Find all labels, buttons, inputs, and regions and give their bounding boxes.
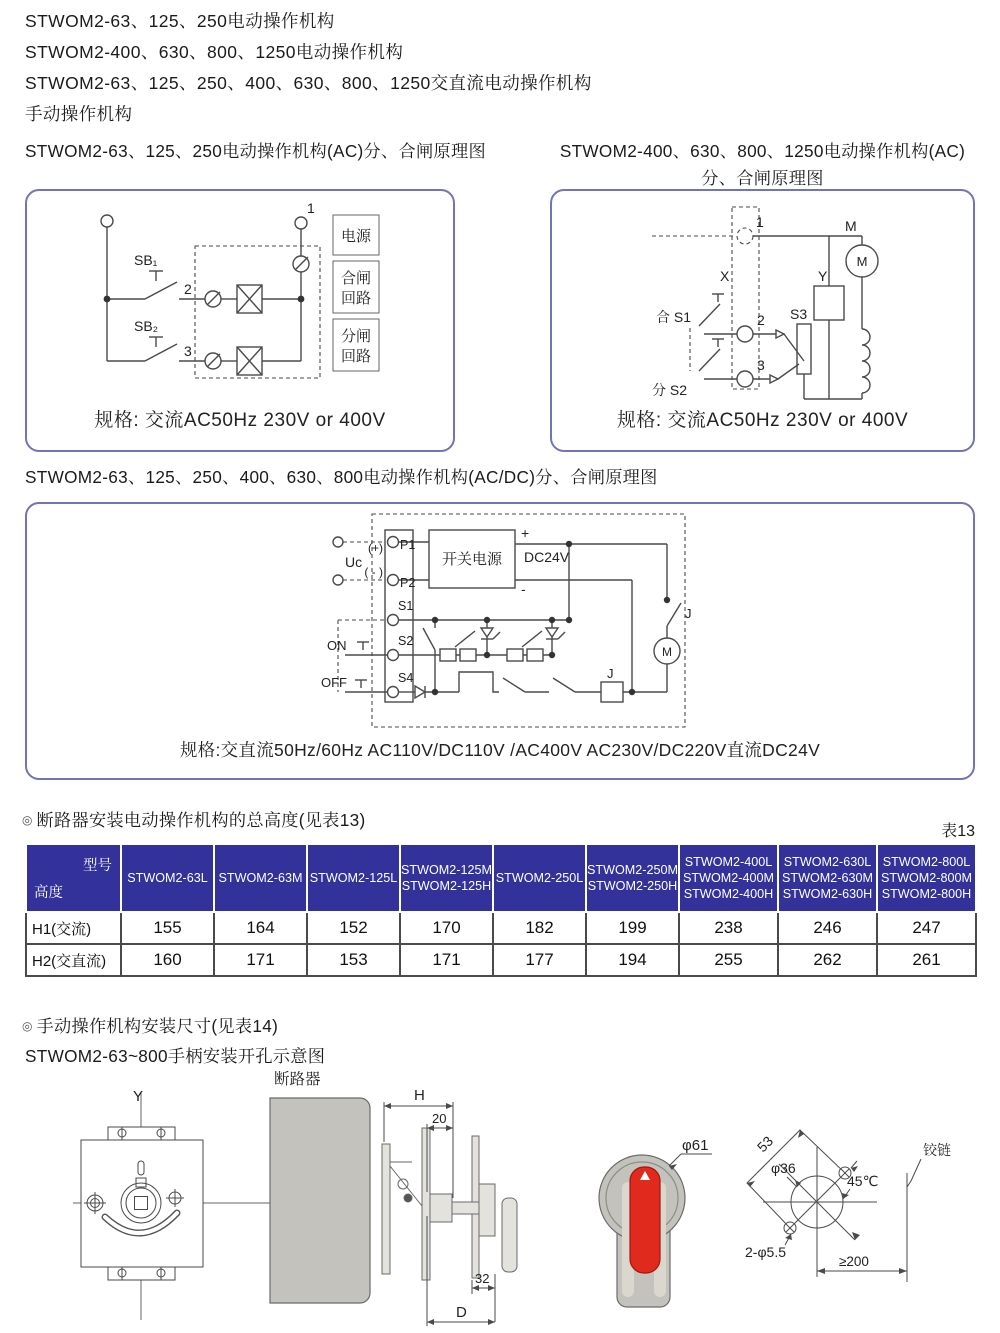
on-label: ON xyxy=(327,638,347,653)
diagram-ac-large-title xyxy=(545,137,980,189)
dim-holes-label: 2-φ5.5 xyxy=(745,1244,786,1260)
uc-label: Uc xyxy=(345,554,363,570)
column-header: STWOM2-630L STWOM2-630M STWOM2-630H xyxy=(778,844,877,912)
s2-label: S2 xyxy=(398,634,414,648)
corner-model-label: 型号 xyxy=(83,858,112,874)
p2-label: P2 xyxy=(400,576,416,590)
ac-large-wires xyxy=(699,236,878,399)
breaker-label: 断路器 xyxy=(274,1071,321,1088)
phi61-leader xyxy=(669,1154,712,1170)
dim-d-label: D xyxy=(456,1304,467,1321)
column-header: STWOM2-125L xyxy=(307,844,400,912)
thyristor-symbols xyxy=(481,628,565,639)
table-cell: 160 xyxy=(121,944,214,976)
table-13-tag: 表13 xyxy=(941,823,975,840)
table-cell: 155 xyxy=(121,912,214,944)
diagram-ac-small-box xyxy=(25,189,455,452)
motor-label: M xyxy=(662,645,672,659)
table-cell: 171 xyxy=(400,944,493,976)
dc-minus-label: - xyxy=(521,581,526,597)
s1-label: S1 xyxy=(398,599,414,613)
psu-label: 开关电源 xyxy=(441,551,503,568)
table-cell: 246 xyxy=(778,912,877,944)
bullet-icon: ◎ xyxy=(22,1019,33,1033)
j-contact-label: J xyxy=(685,606,692,621)
diagram-acdc-title: STWOM2-63、125、250、400、630、800电动操作机构(AC/DC)分、合闸原理图 xyxy=(25,467,658,487)
dim-phi36-label: φ36 xyxy=(771,1160,796,1176)
table-cell: 153 xyxy=(307,944,400,976)
terminal-1 xyxy=(737,228,753,244)
y-axis-label: Y xyxy=(133,1088,144,1105)
dc24v-label: DC24V xyxy=(524,549,570,565)
sb1-label: SB₁ xyxy=(134,252,158,268)
ac-large-circuit-diagram xyxy=(552,191,973,406)
table-cell: 164 xyxy=(214,912,307,944)
height-section-heading xyxy=(22,806,366,831)
handle-grip-red xyxy=(630,1167,660,1273)
dim-32-label: 32 xyxy=(475,1271,490,1286)
dim-53-label: 53 xyxy=(753,1132,777,1156)
ac-small-circuit-diagram xyxy=(27,191,453,406)
table-cell: 182 xyxy=(493,912,586,944)
junction-dot xyxy=(298,296,305,303)
s3-label: S3 xyxy=(790,306,808,322)
x-label: X xyxy=(720,268,730,284)
diagram-ac-large-title-line2: 分、合闸原理图 xyxy=(701,168,824,188)
m-top-label: M xyxy=(845,218,857,234)
column-header: STWOM2-63L xyxy=(121,844,214,912)
sb2-label: SB₂ xyxy=(134,318,159,334)
column-header: STWOM2-250M STWOM2-250H xyxy=(586,844,679,912)
drilling-template-drawing xyxy=(735,1085,997,1333)
intro-line: STWOM2-400、630、800、1250电动操作机构 xyxy=(25,42,404,62)
intro-line: STWOM2-63、125、250电动操作机构 xyxy=(25,11,335,31)
legend-close-2: 回路 xyxy=(340,290,372,307)
j-coil-label: J xyxy=(607,666,614,681)
table-cell: 247 xyxy=(877,912,976,944)
table-header-row xyxy=(26,844,976,912)
terminal-2-label: 2 xyxy=(757,312,765,328)
intro-block xyxy=(25,6,592,130)
handle-side-view-drawing xyxy=(262,1066,547,1333)
table-cell: 170 xyxy=(400,912,493,944)
dc-plus-label: + xyxy=(521,525,530,541)
diagram-acdc-box xyxy=(25,502,975,780)
dashed-strip xyxy=(732,207,759,389)
table-row-h1 xyxy=(26,912,976,944)
column-header: STWOM2-400L STWOM2-400M STWOM2-400H xyxy=(679,844,778,912)
diagram-ac-large-box xyxy=(550,189,975,452)
corner-height-label: 高度 xyxy=(34,885,63,901)
table-cell: 171 xyxy=(214,944,307,976)
legend-open-1: 分闸 xyxy=(340,328,372,345)
ac-small-wires xyxy=(101,215,309,375)
row-label: H2(交直流) xyxy=(26,944,121,976)
table-cell: 152 xyxy=(307,912,400,944)
dim-dist-label: ≥200 xyxy=(839,1254,869,1269)
s1-label: 合 S1 xyxy=(656,309,692,325)
plus-label: (+) xyxy=(368,541,383,555)
dim-phi61-label: φ61 xyxy=(682,1137,709,1154)
manual-subheading: STWOM2-63~800手柄安装开孔示意图 xyxy=(25,1046,326,1066)
s4-label: S4 xyxy=(398,671,414,685)
acdc-wires xyxy=(333,530,681,702)
height-table xyxy=(25,843,977,977)
dim-h-label: H xyxy=(414,1087,425,1104)
y-label: Y xyxy=(818,268,828,284)
table-cell: 238 xyxy=(679,912,778,944)
column-header: STWOM2-63M xyxy=(214,844,307,912)
intro-line: 手动操作机构 xyxy=(25,104,133,124)
legend-power: 电源 xyxy=(340,228,372,245)
bullet-icon: ◎ xyxy=(22,813,33,827)
legend-close-1: 合闸 xyxy=(340,270,372,287)
ac-large-caption: 规格: 交流AC50Hz 230V or 400V xyxy=(616,410,909,431)
column-header: STWOM2-800L STWOM2-800M STWOM2-800H xyxy=(877,844,976,912)
p1-label: P1 xyxy=(400,538,416,552)
table-cell: 262 xyxy=(778,944,877,976)
table-cell: 177 xyxy=(493,944,586,976)
manual-heading-text: 手动操作机构安装尺寸(见表14) xyxy=(36,1016,279,1036)
height-heading-text: 断路器安装电动操作机构的总高度(见表13) xyxy=(36,810,366,830)
terminal-2-label: 2 xyxy=(184,281,192,297)
off-label: OFF xyxy=(321,675,347,690)
legend-open-2: 回路 xyxy=(340,348,372,365)
table-row-h2 xyxy=(26,944,976,976)
mechanism-parts xyxy=(382,1128,517,1280)
intro-line: STWOM2-63、125、250、400、630、800、1250交直流电动操作机构 xyxy=(25,73,592,93)
dim-45-label: 45℃ xyxy=(847,1173,879,1189)
terminal-1-label: 1 xyxy=(307,200,315,216)
junction-dot xyxy=(104,296,111,303)
acdc-caption: 规格:交直流50Hz/60Hz AC110V/DC110V /AC400V AC230V/DC220V直流DC24V xyxy=(179,740,821,760)
table-corner-cell xyxy=(26,844,121,912)
terminal-3-label: 3 xyxy=(757,357,765,373)
dim-20-label: 20 xyxy=(432,1111,447,1126)
table-cell: 261 xyxy=(877,944,976,976)
minus-label: ( - ) xyxy=(364,565,383,579)
motor-label: M xyxy=(856,254,868,269)
hinge-label: 铰链 xyxy=(923,1142,951,1158)
row-label: H1(交流) xyxy=(26,912,121,944)
ac-small-caption: 规格: 交流AC50Hz 230V or 400V xyxy=(94,410,386,431)
table-cell: 199 xyxy=(586,912,679,944)
manual-section-heading xyxy=(22,1012,278,1037)
column-header: STWOM2-250L xyxy=(493,844,586,912)
table-cell: 194 xyxy=(586,944,679,976)
terminal-1-label: 1 xyxy=(756,214,764,230)
breaker-body xyxy=(270,1098,370,1303)
mechanism-detail-lines xyxy=(390,1162,422,1206)
column-header: STWOM2-125M STWOM2-125H xyxy=(400,844,493,912)
diagram-ac-small-title: STWOM2-63、125、250电动操作机构(AC)分、合闸原理图 xyxy=(25,141,486,161)
table-cell: 255 xyxy=(679,944,778,976)
diagram-ac-large-title-line1: STWOM2-400、630、800、1250电动操作机构(AC) xyxy=(559,141,966,161)
acdc-circuit-diagram xyxy=(27,504,973,736)
s2-label: 分 S2 xyxy=(652,382,688,398)
terminal-3-label: 3 xyxy=(184,343,192,359)
front-view-body xyxy=(81,1127,203,1280)
